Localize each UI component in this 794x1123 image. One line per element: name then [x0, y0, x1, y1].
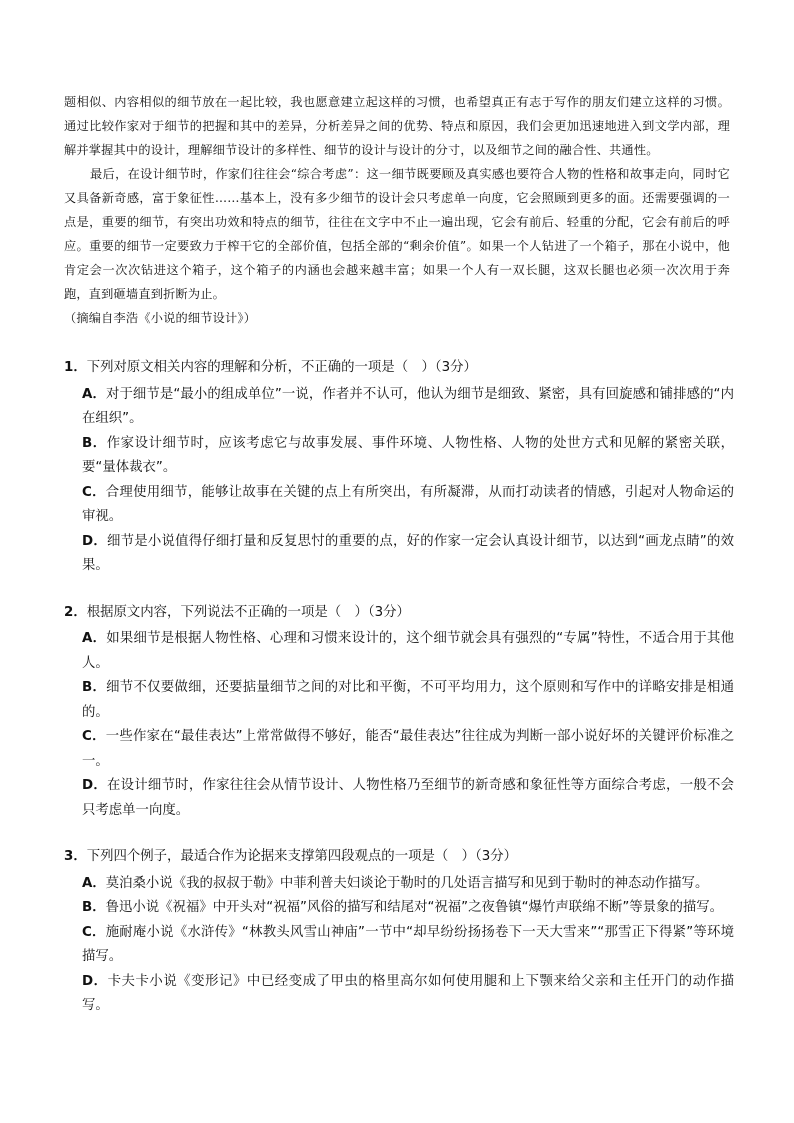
- option-text: 细节不仅要做细，还要掂量细节之间的对比和平衡，不可平均用力，这个原则和写作中的详略安排是相通的。: [82, 680, 734, 720]
- option-letter: A．: [82, 631, 107, 646]
- question-list: [64, 356, 734, 1041]
- option-c: [82, 481, 734, 530]
- option-b: [82, 432, 734, 481]
- option-letter: D．: [82, 533, 107, 549]
- option-letter: B．: [82, 900, 106, 915]
- option-letter: A．: [82, 875, 106, 891]
- question-text: 下列对原文相关内容的理解和分析，不正确的一项是（ ）（3分）: [86, 360, 477, 375]
- option-b: [82, 896, 734, 921]
- option-text: 作家设计细节时，应该考虑它与故事发展、事件环境、人物性格、人物的处世方式和见解的紧密关联，要“量体裁衣”。: [82, 435, 734, 475]
- question-stem: [64, 356, 734, 381]
- question-number: 1．: [64, 360, 87, 375]
- option-c: [82, 921, 734, 970]
- reading-passage: [64, 90, 730, 330]
- option-text: 施耐庵小说《水浒传》“林教头风雪山神庙”一节中“却早纷纷扬扬卷下一天大雪来”“那雪正下得紧”等环境描写。: [82, 924, 735, 964]
- option-b: [82, 676, 734, 725]
- option-d: [82, 970, 734, 1019]
- option-a: [82, 383, 734, 432]
- option-text: 细节是小说值得仔细打量和反复思忖的重要的点，好的作家一定会认真设计细节，以达到“画龙点睛”的效果。: [82, 533, 734, 573]
- option-text: 一些作家在“最佳表达”上常常做得不够好，能否“最佳表达”往往成为判断一部小说好坏的关键评价标准之一。: [82, 729, 734, 769]
- question-1: [64, 356, 734, 579]
- option-letter: D．: [82, 973, 108, 989]
- passage-paragraph: 最后，在设计细节时，作家们往往会“综合考虑”：这一细节既要顾及真实感也要符合人物的性格和故事走向，同时它又具备新奇感，富于象征性……基本上，没有多少细节的设计会只考虑单一向度，它会照顾到更多的面。还需要强调的一点是，重要的细节，有突出功效和特点的细节，往往在文字中不止一遍出现，它会有前后、轻重的分配，它会有前后的呼应。重要的细节一定要致力于榨干它的全部价值，包括全部的“剩余价值”。如果一个人钻进了一个箱子，那在小说中，他肯定会一次次钻进这个箱子，这个箱子的内涵也会越来越丰富；如果一个人有一双长腿，这双长腿也必须一次次用于奔跑，直到砸墙直到折断为止。: [64, 167, 730, 301]
- option-a: [82, 627, 734, 676]
- passage-paragraph: 题相似、内容相似的细节放在一起比较，我也愿意建立起这样的习惯，也希望真正有志于写作的朋友们建立这样的习惯。通过比较作家对于细节的把握和其中的差异，分析差异之间的优势、特点和原因，我们会更加迅速地进入到文学内部，理解并掌握其中的设计，理解细节设计的多样性、细节的设计与设计的分寸，以及细节之间的融合性、共通性。: [64, 95, 730, 157]
- option-letter: B．: [82, 435, 107, 451]
- option-c: [82, 725, 734, 774]
- question-2: [64, 601, 734, 824]
- option-d: [82, 774, 734, 823]
- option-letter: C．: [82, 484, 106, 500]
- option-text: 鲁迅小说《祝福》中开头对“祝福”风俗的描写和结尾对“祝福”之夜鲁镇“爆竹声联绵不断”等景象的描写。: [105, 900, 724, 915]
- option-letter: D．: [82, 778, 107, 793]
- option-a: [82, 872, 734, 897]
- option-text: 莫泊桑小说《我的叔叔于勒》中菲利普夫妇谈论于勒时的几处语言描写和见到于勒时的神态动作描写。: [105, 875, 709, 891]
- option-text: 合理使用细节，能够让故事在关键的点上有所突出，有所凝滞，从而打动读者的情感，引起对人物命运的审视。: [82, 484, 734, 524]
- question-stem: [64, 601, 734, 626]
- question-3: [64, 845, 734, 1019]
- option-text: 如果细节是根据人物性格、心理和习惯来设计的，这个细节就会具有强烈的“专属”特性，不适合用于其他人。: [82, 631, 734, 671]
- option-letter: C．: [82, 729, 106, 744]
- option-text: 在设计细节时，作家往往会从情节设计、人物性格乃至细节的新奇感和象征性等方面综合考虑，一般不会只考虑单一向度。: [82, 778, 734, 818]
- question-text: 下列四个例子，最适合作为论据来支撑第四段观点的一项是（ ）（3分）: [86, 849, 518, 864]
- passage-source: （摘编自李浩《小说的细节设计》）: [64, 311, 257, 325]
- question-stem: [64, 845, 734, 870]
- option-text: 卡夫卡小说《变形记》中已经变成了甲虫的格里高尔如何使用腿和上下颚来给父亲和主任开门的动作描写。: [82, 973, 734, 1013]
- option-d: [82, 530, 734, 579]
- option-text: 对于细节是“最小的组成单位”一说，作者并不认可，他认为细节是细致、紧密，具有回旋感和铺排感的“内在组织”。: [82, 386, 734, 426]
- question-number: 2．: [64, 604, 87, 620]
- question-text: 根据原文内容，下列说法不正确的一项是（ ）（3分）: [86, 604, 410, 620]
- option-letter: B．: [82, 680, 107, 695]
- option-letter: A．: [82, 386, 106, 402]
- option-letter: C．: [82, 924, 106, 940]
- question-number: 3．: [64, 849, 87, 864]
